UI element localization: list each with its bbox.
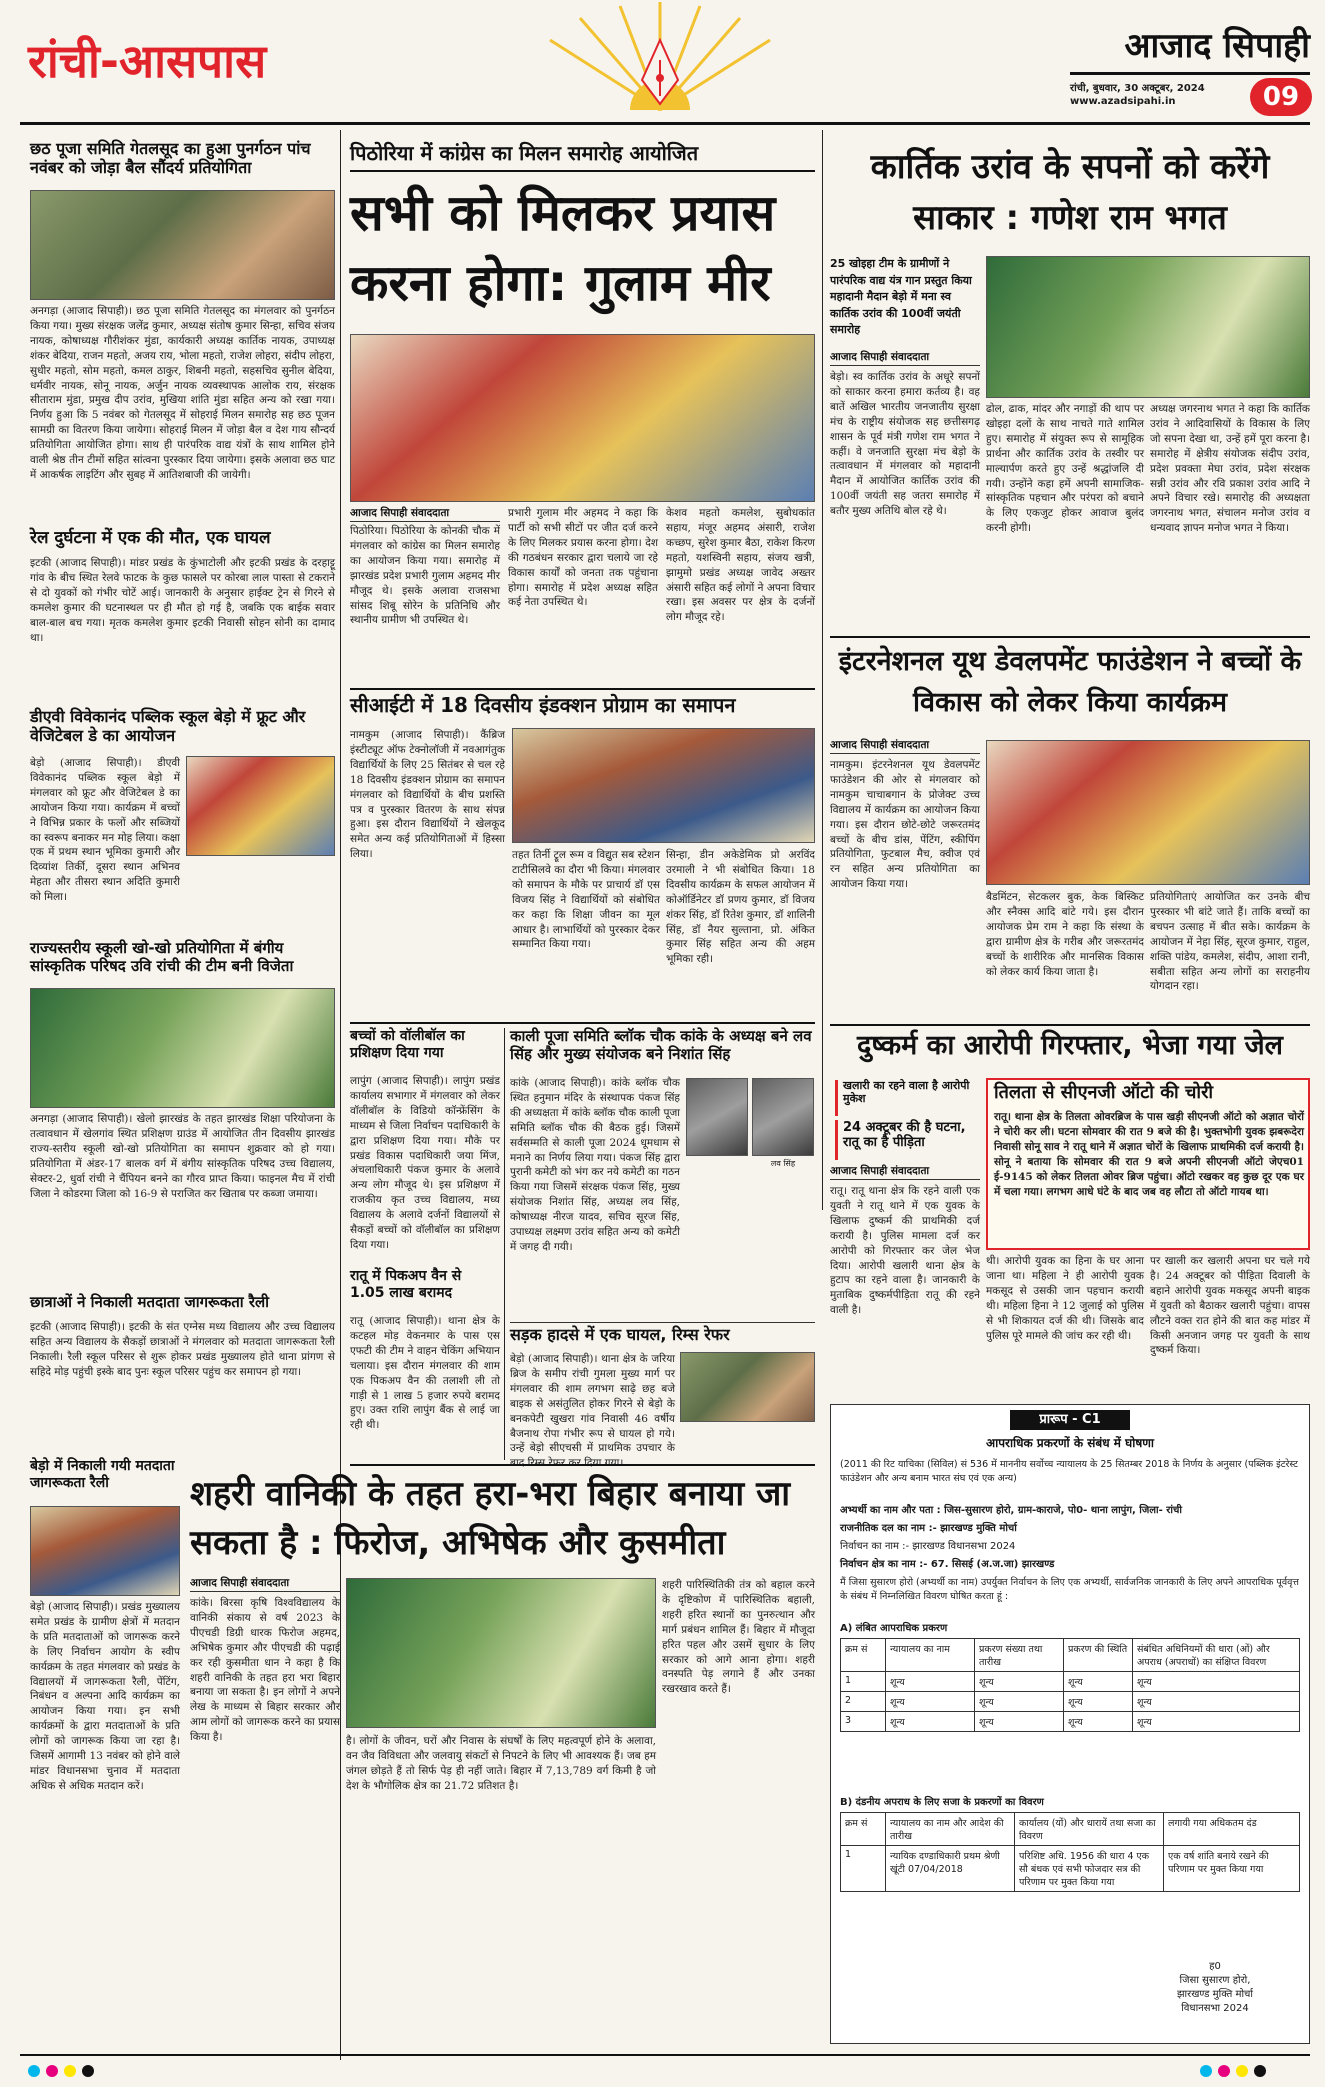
left-s1-body: अनगड़ा (आजाद सिपाही)। छठ पूजा समिति गेतलसूद का मंगलवार को पुनर्गठन किया गया। मुख्य संरक्षक जलेंद्र कुमार, अध्यक्ष संतोष कुमार सिन्हा, सचिव संजय नायक, कोषाध्यक्ष गौरीशंकर मुंडा, कार्यकारी अध्यक्ष कार्तिक नायक, उपाध्यक्ष शंकर बेदिया, राजन महतो, अजय राय, भोला महतो, राजेश लोहरा, संदीप लोहरा, सुधीर महतो, सोम महतो, कमल ठाकुर, शिबनी महतो, सहसचिव सुनील बेदिया, धर्मवीर नायक, सोनू नायक, अर्जुन नायक व्यवस्थापक आलोक राय, संरक्षक सीताराम मुंडा, प्रमुख दीप उरांव, मुखिया शांति मुंडा सहित अन्य को रखा गया। निर्णय हुआ कि 5 नवंबर को गेतलसूद में सोहराई मिलन समारोह सह छठ पूजन सामग्री का वितरण किया जायेगा। सोहराई मिलन में जोड़ा बैल व देश गाय सौन्दर्य प्रतियोगिता आयोजित होगा। साथ ही पारंपरिक वाद्य यंत्रों के साथ शामिल होने वाली श्रेष्ठ तीन टीमों सहित सांत्वना पुरस्कार दिया जायेगा। इसके अलावा छठ घाट में आकर्षक लाइटिंग और सुबह में आतिशबाजी की जायेगी।: [30, 305, 335, 481]
page-number: 09: [1250, 78, 1312, 116]
table-cell: 1: [841, 1846, 886, 1892]
signer-name: जिसा सुसारण होरो,: [1179, 1975, 1251, 1986]
form-declaration: मैं जिसा सुसारण होरो (अभ्यर्थी का नाम) उपर्युक्त निर्वाचन के लिए एक अभ्यर्थी, सार्वजनिक जानकारी के लिए अपने आपराधिक पूर्ववृत्त के संबंध में निम्नलिखित विवरण घोषित करता हूं :: [840, 1577, 1299, 1602]
center-lead-photo: [350, 334, 815, 502]
left-s2-headline: रेल दुर्घटना में एक की मौत, एक घायल: [30, 528, 271, 548]
right-byline: आजाद सिपाही संवाददाता: [830, 350, 980, 366]
left-s3-headline: डीएवी विवेकानंद पब्लिक स्कूल बेड़ो में फ्रूट और वेजिटेबल डे का आयोजन: [30, 707, 306, 745]
left-s6-headline: बेड़ो में निकाली गयी मतदाता जागरूकता रैली: [30, 1458, 175, 1491]
pen-nib-logo: [520, 0, 800, 120]
form-candidate: अभ्यर्थी का नाम और पता : जिस-सुसारण होरो, ग्राम-काराजे, पो0- थाना लापुंग, जिला- रांची: [840, 1505, 1182, 1516]
color-dot: [1200, 2065, 1212, 2077]
center-kicker: पिठोरिया में कांग्रेस का मिलन समारोह आयोजित: [350, 142, 815, 172]
color-dot: [46, 2065, 58, 2077]
ied-col3: प्रतियोगिताएं आयोजित कर उनके बीच पुरस्कार भी बांटे जाते हैं। ताकि बच्चों का बचपन उत्साह में बीत सके। कार्यक्रम के आयोजन में नेहा सिंह, सूरज कुमार, राहुल, शक्ति पांडेय, कमलेश, संदीप, आशा रानी, सबीता सहित अन्य लोगों का सराहनीय योगदान रहा।: [1150, 891, 1310, 993]
footer-dots-right: [1200, 2062, 1320, 2076]
color-dot: [28, 2065, 40, 2077]
center-col2: प्रभारी गुलाम मीर अहमद ने कहा कि पार्टी को सभी सीटों पर जीत दर्ज करने के लिए मिलकर प्रयास करना होगा। देश की गठबंधन सरकार द्वारा चलाये जा रहे विकास कार्यों को जनता तक पहुंचाना होगा। समारोह में प्रदेश अध्यक्ष सहित कई नेता उपस्थित थे।: [508, 507, 658, 609]
cit-col2: तहत तिर्नी ट्रूल रूम व विद्युत सब स्टेशन टाटीसिलवे का दौरा भी किया। मंगलवार को समापन के मौके पर प्राचार्य डॉ एस विजय सिंह ने विद्यार्थियों को संबोधित कर कहा कि शिक्षा जीवन का मूल आधार है। लाभार्थियों को पुरस्कार देकर सम्मानित किया गया।: [512, 849, 660, 951]
signature-label: ह0: [1209, 1961, 1221, 1972]
crime-byline: आजाद सिपाही संवाददाता: [830, 1164, 980, 1180]
table-a-header-row: [841, 1639, 1300, 1672]
ied-byline: आजाद सिपाही संवाददाता: [830, 738, 980, 754]
table-cell: एक वर्ष शांति बनाये रखने की परिणाम पर मुक्त किया गया: [1164, 1846, 1300, 1892]
forest-col3: शहरी पारिस्थितिकी तंत्र को बहाल करने के दृष्टिकोण में पारिस्थितिक बहाली, शहरी हरित स्थानों का पुनरुत्थान और मार्ग प्रबंधन शामिल हैं। बिहार में मौजूदा हरित पहल और उसमें सुधार के लिए सरकार को आगे आना होगा। शहरी वनस्पति पेड़ लगाने हैं और उनका रखरखाव करते हैं।: [662, 1579, 815, 1696]
table-cell: शून्य: [1064, 1712, 1133, 1732]
left-s2-body: इटकी (आजाद सिपाही)। मांडर प्रखंड के कुंभाटोली और इटकी प्रखंड के दरहाट्टू गांव के बीच स्थित रेलवे फाटक के कुछ फासले पर कोरबा लाल पास्ता से टकराने से दो युवकों को गंभीर चोटें आई। जानकारी के अनुसार हाईक्ट ट्रेन से गिरने से कमलेश कुमार की घटनास्थल पर ही मौत हो गई है, जबकि एक बाईक सवार बाल-बाल बच गया। मृतक कमलेश कुमार इटकी निवासी सोहन सोनी का दामाद था।: [30, 557, 335, 644]
masthead: [0, 0, 1325, 130]
left-s4-headline: राज्यस्तरीय स्कूली खो-खो प्रतियोगिता में बंगीय सांस्कृतिक परिषद उवि रांची की टीम बनी विजेता: [30, 939, 294, 975]
column-rule-left: [340, 130, 341, 2060]
left-s5-headline: छात्राओं ने निकाली मतदाता जागरूकता रैली: [30, 1293, 270, 1311]
cit-rule: [350, 1022, 815, 1024]
left-s1-headline: छठ पूजा समिति गेतलसूद का हुआ पुनर्गठन पांच नवंबर को जोड़ा बैल सौंदर्य प्रतियोगिता: [30, 139, 311, 177]
color-dot: [1236, 2065, 1248, 2077]
color-dot: [64, 2065, 76, 2077]
form-election: निर्वाचन का नाम :- झारखण्ड विधानसभा 2024: [840, 1541, 1016, 1552]
website[interactable]: www.azadsipahi.in: [1070, 96, 1176, 107]
center-col3: केशव महतो कमलेश, सुबोधकांत सहाय, मंजूर अहमद अंसारी, राजेश कच्छप, सुरेश कुमार बैठा, राकेश किरण महतो, यशस्विनी सहाय, संजय खत्री, झामुमो प्रखंड अध्यक्ष जावेद अख्तर अंसारी सहित कई लोगों ने अपना विचार रखा। इस अवसर पर क्षेत्र के दर्जनों लोग मौजूद रहे।: [666, 507, 815, 624]
kali-rule: [510, 1322, 815, 1323]
kali-photo-caption: लव सिंह: [770, 1159, 796, 1168]
kali-photo-1: [686, 1078, 748, 1156]
section-title: रांची-आसपास: [28, 34, 267, 88]
center-byline: आजाद सिपाही संवाददाता: [350, 506, 500, 522]
table-row: [841, 1672, 1300, 1692]
color-dot: [1254, 2065, 1266, 2077]
kali-headline: काली पूजा समिति ब्लॉक चौक कांके के अध्यक्ष बने लव सिंह और मुख्य संयोजक बने निशांत सिंह: [510, 1027, 812, 1063]
kali-photo-2: [752, 1078, 814, 1156]
table-cell: 3: [841, 1712, 886, 1732]
table-cell: शून्य: [1133, 1672, 1300, 1692]
table-cell: शून्य: [975, 1672, 1064, 1692]
left-s4-photo: [30, 988, 335, 1108]
table-cell: लगायी गया अधिकतम दंड: [1164, 1813, 1300, 1846]
cit-photo: [512, 728, 815, 843]
road-photo: [680, 1352, 815, 1422]
form-title: प्रारूप - C1: [1010, 1410, 1130, 1430]
left-s6-body: बेड़ो (आजाद सिपाही)। प्रखंड मुख्यालय समेत प्रखंड के ग्रामीण क्षेत्रों में मतदान के प्रति मतदाताओं को जागरूक करने के लिए निर्वाचन आयोग के स्वीप कार्यक्रम के तहत मंगलवार को प्रखंड के विद्यालयों में जागरूकता रैली, पेंटिंग, निबंधन व अल्पना आदि कार्यक्रम का आयोजन किया गया। इन सभी कार्यक्रमों के द्वारा मतदाताओं के प्रति लोगों को जागरूक किया जा रहा है। जिसमें आगामी 13 नवंबर को होने वाले मांडर विधानसभा चुनाव में मतदाता अधिक से अधिक मतदान करें।: [30, 1601, 180, 1792]
ied-col2: बैडमिंटन, सेटकलर बुक, केक बिस्किट और स्नैक्स आदि बांटे गये। इस दौरान आयोजक प्रेम राम ने कहा कि संस्था के द्वारा ग्रामीण क्षेत्र के गरीब और जरूरतमंद बच्चों के शारीरिक और मानसिक विकास को लेकर कार्य किया जाता है।: [986, 891, 1144, 978]
table-cell: शून्य: [975, 1692, 1064, 1712]
center-headline: सभी को मिलकर प्रयास करना होगा: गुलाम मीर: [350, 184, 776, 312]
kali-body-top: कांके (आजाद सिपाही)। कांके ब्लॉक चौक स्थित हनुमान मंदिर के संस्थापक पंकज सिंह की अध्यक्षता में कांके ब्लॉक चौक काली पूजा समिति ब्लॉक चौक की बैठक हुई। जिसमें सर्वसम्मति से काली पूजा 2024 धूमधाम से मनाने का निर्णय लिया गया। पंकज सिंह द्वारा पुरानी कमेटी को भंग कर नये कमेटी का गठन किया गया जिसमें संरक्षक पंकज सिंह, मुख्य संयोजक निशांत सिंह, अध्यक्ष लव सिंह, कोषाध्यक्ष नीरज यादव, सचिव सूरज सिंह, उपाध्यक्ष लक्ष्मण उरांव सहित अन्य को कमेटी में जगह दी गयी।: [510, 1077, 680, 1253]
form-section-a: A) लंबित आपराधिक प्रकरण: [840, 1623, 948, 1634]
right-headline: कार्तिक उरांव के सपनों को करेंगे साकार : गणेश राम भगत: [870, 147, 1270, 238]
table-cell: क्रम सं: [841, 1639, 886, 1672]
volley-body: लापुंग (आजाद सिपाही)। लापुंग प्रखंड कार्यालय सभागार में मंगलवार को लेकर वॉलीबॉल के विडियो कॉन्फ्रेंसिंग के माध्यम से जिला निर्वाचन पदाधिकारी के द्वारा प्रशिक्षण दिया गया। मौके पर प्रखंड विकास पदाधिकारी जया मिंज, अंचलाधिकारी पंकज कुमार के अलावे अन्य लोग मौजूद थे। इस प्रशिक्षण में राजकीय कृत उच्च विद्यालय, मध्य विद्यालय के अलावे दर्जनों विद्यालयों से सैकड़ों बच्चों को वॉलीबॉल का प्रशिक्षण दिया गया।: [350, 1075, 500, 1251]
forest-headline: शहरी वानिकी के तहत हरा-भरा बिहार बनाया जा सकता है : फिरोज, अभिषेक और कुसमीता: [190, 1474, 791, 1564]
left-s1-photo: [30, 190, 335, 300]
signer-election: विधानसभा 2024: [1181, 2003, 1249, 2014]
table-cell: शून्य: [1064, 1692, 1133, 1712]
ied-col1: नामकुम। इंटरनेशनल यूथ डेवलपमेंट फाउंडेशन की ओर से मंगलवार को नामकुम चाचाबगान के प्रोजेक्ट उच्च विद्यालय में कार्यक्रम का आयोजन किया गया। इस दौरान छोटे-छोटे जरूरतमंद बच्चों के बीच डांस, पेंटिंग, स्कीपिंग प्रतियोगिता, फुटबाल मैच, क्वीज एवं रन सहित अन्य प्रतियोगिता का आयोजन किया गया।: [830, 759, 980, 891]
forest-byline: आजाद सिपाही संवाददाता: [190, 1576, 340, 1592]
paper-name-underline: [1070, 72, 1310, 75]
forest-col2: है। लोगों के जीवन, घरों और निवास के संघर्षों के लिए महत्वपूर्ण होने के अलावा, वन जैव विविधता और जलवायु संकटों से निपटने के लिए भी आवश्यक हैं। जब हम जंगल छोड़ते हैं तो सिर्फ पेड़ ही नहीं जाते। बिहार में 7,13,789 वर्ग किमी है जो देश के भौगोलिक क्षेत्र का 21.72 प्रतिशत है।: [346, 1735, 657, 1792]
paper-name: आजाद सिपाही: [1124, 26, 1310, 66]
left-s3-photo: [186, 756, 335, 856]
form-intro: (2011 की रिट याचिका (सिविल) सं 536 में माननीय सर्वोच्च न्यायालय के 25 सितम्बर 2018 के निर्णय के अनुसार (पब्लिक इंटरेस्ट फाउंडेशन और अन्य बनाम भारत संघ एवं एक अन्य): [840, 1459, 1298, 1484]
volley-kali-divider: [504, 1028, 505, 1460]
table-b-header-row: [841, 1813, 1300, 1846]
crime-deck-1: खलारी का रहने वाला है आरोपी मुकेश: [835, 1080, 980, 1116]
form-subtitle: आपराधिक प्रकरणों के संबंध में घोषणा: [985, 1436, 1155, 1450]
cng-body: रातू। थाना क्षेत्र के तिलता ओवरब्रिज के पास खड़ी सीएनजी ऑटो को अज्ञात चोरों ने चोरी कर ली। घटना सोमवार की रात 9 बजे की है। भुक्तभोगी युवक झबरूदेरा निवासी सोनू साव ने रातू थाने में अज्ञात चोरों के खिलाफ प्राथमिकी दर्ज करायी है। सोनू ने बताया कि सोमवार की रात 9 बजे अपनी सीएनजी ऑटो जेएच01 ई-9145 को लेकर तिलता ओवर ब्रिज पहुंचा। ऑटो रखकर वह कुछ दूर एक घर में चला गया। लगभग आधे घंटे के बाद जब वह लौटा तो ऑटो गायब था।: [994, 1111, 1304, 1198]
pickup-headline: रातू में पिकअप वैन से 1.05 लाख बरामद: [350, 1268, 462, 1301]
left-s4-body: अनगड़ा (आजाद सिपाही)। खेलो झारखंड के तहत झारखंड शिक्षा परियोजना के तत्वावधान में खेलगांव स्थित प्रशिक्षण ग्राउंड में आयोजित तीन दिवसीय झारखंड राज्य-स्तरीय स्कूली खो-खो प्रतियोगिता का समापन शुक्रवार को हो गया। प्रतियोगिता में अंडर-17 बालक वर्ग में बंगीय सांस्कृतिक परिषद उच्च विद्यालय, सेक्टर-2, धुर्वा रांची ने चैंपियन बनने का गौरव प्राप्त किया। फाइनल मैच में रांची जिला ने कोडरमा जिला को 16-9 से पराजित कर खिताब पर कब्जा जमाया।: [30, 1113, 335, 1200]
footer-rule: [20, 2054, 1310, 2056]
pickup-body: रातू (आजाद सिपाही)। थाना क्षेत्र के कटहल मोड़ वेकनमार के पास एस एफटी की टीम ने वाहन चेकिंग अभियान चलाया। इस दौरान मंगलवार की शाम एक पिकअप वैन की तलाशी ली तो गाड़ी से 1 लाख 5 हजार रुपये बरामद हुए। उक्त राशि लापुंग बैंक से लाई जा रही थी।: [350, 1315, 500, 1432]
table-cell: शून्य: [886, 1712, 975, 1732]
cit-col1: नामकुम (आजाद सिपाही)। कैंब्रिज इंस्टीट्यूट ऑफ टेक्नोलॉजी में नवआगंतुक विद्यार्थियों के लिए 25 सितंबर से चल रहे 18 दिवसीय इंडक्शन प्रोग्राम का समापन मंगलवार को विद्यार्थियों के बीच प्रशस्ति पत्र व पुरस्कार वितरण के साथ संपन्न हुआ। इस दौरान विद्यार्थियों ने खेलकूद समेत अन्य कई प्रतियोगिताओं में हिस्सा लिया।: [350, 729, 505, 861]
table-cell: न्यायिक दण्डाधिकारी प्रथम श्रेणी खूंटी 07/04/2018: [886, 1846, 1015, 1892]
right-col2: ढोल, ढाक, मांदर और नगाड़ों की थाप पर खोइहा दलों के साथ नाचते गाते शामिल हुए। समारोह में संयुक्त रूप से सामूहिक प्रार्थना और कार्तिक उरांव के तस्वीर पर माल्यार्पण करते हुए उन्हें श्रद्धांजलि दी गयी। उन्होंने कहा हमें अपनी सामाजिक-सांस्कृतिक पहचान और परंपरा को बचाने के लिए एकजुट होकर आवाज बुलंद करनी होगी।: [986, 403, 1144, 535]
forest-photo: [346, 1578, 656, 1728]
left-s3-body: बेड़ो (आजाद सिपाही)। डीएवी विवेकानंद पब्लिक स्कूल बेड़ो में मंगलवार को फ्रूट और वेजिटेबल डे का आयोजन किया गया। कार्यक्रम में बच्चों ने विभिन्न प्रकार के फलों और सब्जियों का स्वरूप बनाकर मन मोह लिया। कक्षा एक में प्रथम स्थान भूमिका कुमारी और दिव्यांश तिर्की, दूसरा स्थान अभिनव मेहता और तीसरा स्थान अदिति कुमारी को मिला।: [30, 757, 180, 904]
table-cell: शून्य: [1064, 1672, 1133, 1692]
table-row: [841, 1846, 1300, 1892]
forest-col1: कांके। बिरसा कृषि विश्वविद्यालय के वानिकी संकाय से वर्ष 2023 के पीएचडी डिग्री धारक फिरोज अहमद, अभिषेक कुमार और पीएचडी की पढ़ाई कर रही कुसमीता धान ने कहा है कि शहरी वानिकी के तहत हरा भरा बिहार बनाया जा सकता है। इन लोगों ने अपने लेख के माध्यम से बिहार सरकार और आम लोगों को जागरूक करने का प्रयास किया है।: [190, 1597, 340, 1744]
form-table-a: [840, 1638, 1300, 1788]
cng-col2: पर खाली कर खलारी अपना घर चले गये है। 24 अक्टूबर को पीड़िता दिवाली के बहाने आरोपी युवक मकसूद अपनी बाइक में युवती को बैठाकर खलारी पहुंचा। वापस लौटने वक्त रात होने की बात कह मांडर में किसी अनजान जगह पर युवती के साथ दुष्कर्म किया।: [1150, 1255, 1310, 1357]
table-cell: न्यायालय का नाम: [886, 1639, 975, 1672]
left-s5-body: इटकी (आजाद सिपाही)। इटकी के संत एग्नेस मध्य विद्यालय और उच्च विद्यालय सहित अन्य विद्यालय के सैकड़ों छात्राओं ने मंगलवार को मतदाता जागरूकता रैली निकाली। रैली स्कूल परिसर से शुरू होकर प्रखंड मुख्यालय होते थाना प्रांगण से सहिदे मोड़ पहुंची इस्के बाद पुनः स्कूल परिसर पहुंच कर समापन हो गया।: [30, 1321, 335, 1378]
table-cell: प्रकरण संख्या तथा तारीख: [975, 1639, 1064, 1672]
right-photo: [986, 256, 1310, 398]
crime-col1: रातू। रातू थाना क्षेत्र कि रहने वाली एक युवती ने रातू थाने में एक युवक के खिलाफ दुष्कर्म की प्राथमिकी दर्ज करायी है। पुलिस मामला दर्ज कर आरोपी को गिरफ्तार कर जेल भेज दिया। आरोपी खलारी थाना क्षेत्र के हुटाप का रहने वाला है। जानकारी के मुताबिक दुष्कर्मपीड़िता रातू की रहने वाली है।: [830, 1185, 980, 1317]
color-dot: [1218, 2065, 1230, 2077]
road-headline: सड़क हादसे में एक घायल, रिम्स रेफर: [510, 1325, 730, 1344]
form-party: राजनीतिक दल का नाम :- झारखण्ड मुक्ति मोर्चा: [840, 1523, 1017, 1534]
table-cell: संबंधित अधिनियमों की धारा (ओं) और अपराध (अपराधों) का संक्षिप्त विवरण: [1133, 1639, 1300, 1672]
table-cell: न्यायालय का नाम और आदेश की तारीख: [886, 1813, 1015, 1846]
right-col3: अध्यक्ष जगरनाथ भगत ने कहा कि कार्तिक उरांव ने आदिवासियों के विकास के लिए जो सपना देखा था, उन्हें हमें पूरा करना है। समारोह में क्षेत्रीय संयोजक संदीप उरांव, प्रदेश प्रवक्ता मेघा उरांव, प्रदेश संरक्षक सन्नी उरांव और रवि प्रकाश उरांव आदि ने अपने विचार रखे। समारोह की अध्यक्षता जगरनाथ भगत, संचालन मनोज उरांव व धन्यवाद ज्ञापन मनोज भगत ने किया।: [1150, 403, 1310, 535]
right-deck: 25 खोइहा टीम के ग्रामीणों ने पारंपरिक वाद्य यंत्र गान प्रस्तुत किया महादानी मैदान बेड़ो में मना स्व कार्तिक उरांव की 100वीं जयंती समारोह: [830, 257, 972, 336]
ied-rule: [830, 1024, 1310, 1026]
center-bottom-rule: [350, 1464, 815, 1466]
table-cell: परिशिष्ट अधि. 1956 की धारा 4 एक सौ बंधक एवं सभी फोजदार सत्र की परिणाम पर मुक्त किया गया: [1015, 1846, 1164, 1892]
ied-photo: [986, 740, 1310, 885]
column-rule-right: [822, 130, 823, 1210]
left-s6-photo: [30, 1506, 180, 1596]
center-col1: पिठोरिया। पिठोरिया के कोनकी चौक में मंगलवार को कांग्रेस का मिलन समारोह का आयोजन किया गया। समारोह में झारखंड प्रदेश प्रभारी गुलाम अहमद मीर मौजूद थे। इसके अलावा राजसभा सांसद शिबू सोरेन के प्रतिनिधि और स्थानीय ग्रामीण भी उपस्थित थे।: [350, 525, 500, 627]
color-dot: [82, 2065, 94, 2077]
table-cell: प्रकरण की स्थिति: [1064, 1639, 1133, 1672]
table-cell: 1: [841, 1672, 886, 1692]
ied-headline: इंटरनेशनल यूथ डेवलपमेंट फाउंडेशन ने बच्चों के विकास को लेकर किया कार्यक्रम: [838, 646, 1302, 718]
table-cell: शून्य: [975, 1712, 1064, 1732]
crime-headline: दुष्कर्म का आरोपी गिरफ्तार, भेजा गया जेल: [857, 1030, 1283, 1061]
table-row: [841, 1712, 1300, 1732]
table-cell: कार्यालय (यों) और धारायें तथा सजा का विवरण: [1015, 1813, 1164, 1846]
masthead-rule: [20, 122, 1310, 125]
form-signature-block: [1130, 1960, 1300, 2036]
table-cell: क्रम सं: [841, 1813, 886, 1846]
table-row: [841, 1692, 1300, 1712]
crime-deck-2: 24 अक्टूबर की है घटना, रातू का है पीड़िता: [835, 1120, 980, 1160]
table-cell: 2: [841, 1692, 886, 1712]
form-table-b: [840, 1812, 1300, 1962]
table-cell: शून्य: [886, 1672, 975, 1692]
footer-dots-left: [28, 2062, 148, 2076]
road-body: बेड़ो (आजाद सिपाही)। थाना क्षेत्र के जरिया ब्रिज के समीप रांची गुमला मुख्य मार्ग पर मंगलवार की शाम लगभग साढ़े छह बजे बाइक से असंतुलित होकर गिरने से बेड़ो के बनकपेटी खुखरा गांव निवासी 46 वर्षीय बैजनाथ रोपा गंभीर रूप से घायल हो गये। उन्हें बेड़ो सीएचसी में प्राथमिक उपचार के: [510, 1353, 675, 1455]
center-lead-rule: [350, 688, 815, 690]
crime-col2: थी। आरोपी युवक का हिना के घर आना जाना था। महिला ने ही आरोपी युवक मकसूद से उसकी जान पहचान करायी थी। महिला हिना ने 12 जुलाई को पुलिस से भी शिकायत दर्ज की थी। जिसके बाद पुलिस पूरे मामले की जांच कर रही थी।: [986, 1255, 1144, 1342]
dateline: रांची, बुधवार, 30 अक्टूबर, 2024: [1070, 83, 1205, 94]
form-constituency: निर्वाचन क्षेत्र का नाम :- 67. सिसई (अ.ज.जा) झारखण्ड: [840, 1559, 1055, 1570]
table-cell: शून्य: [1133, 1712, 1300, 1732]
cit-col3: सिन्हा, डीन अकेडेमिक प्रो अरविंद उरमाली ने भी संबोधित किया। 18 दिवसीय कार्यक्रम के सफल आयोजन में कोऑर्डिनेटर डॉ प्रणय कुमार, डॉ विजय शंकर सिंह, डॉ रितेश कुमार, डॉ शालिनी सिंह, डॉ नैयर सुल्ताना, प्रो. अंकित कुमार सिंह सहित अन्य की अहम भूमिका रही।: [666, 849, 815, 966]
signer-party: झारखण्ड मुक्ति मोर्चा: [1176, 1989, 1254, 2000]
cng-headline: तिलता से सीएनजी ऑटो की चोरी: [994, 1082, 1214, 1103]
table-cell: शून्य: [886, 1692, 975, 1712]
form-section-b: B) दंडनीय अपराध के लिए सजा के प्रकरणों का विवरण: [840, 1797, 1044, 1808]
cit-headline: सीआईटी में 18 दिवसीय इंडक्शन प्रोग्राम का समापन: [350, 693, 736, 717]
volley-headline: बच्चों को वॉलीबॉल का प्रशिक्षण दिया गया: [350, 1028, 465, 1061]
right-top-rule: [830, 636, 1310, 638]
table-cell: शून्य: [1133, 1692, 1300, 1712]
right-col1: बेड़ो। स्व कार्तिक उरांव के अधूरे सपनों को साकार करना हमारा कर्तव्य है। वह बातें अखिल भारतीय जनजातीय सुरक्षा मंच के राष्ट्रीय संयोजक सह छत्तीसगढ़ शासन के पूर्व मंत्री गणेश राम भगत ने कहीं। वे जनजाति सुरक्षा मंच बेड़ो के तत्वावधान में मंगलवार को महादानी मैदान में आयोजित कार्तिक उरांव की 100वीं जयंती सह जतरा समारोह में बतौर मुख्य अतिथि बोल रहे थे।: [830, 371, 980, 518]
